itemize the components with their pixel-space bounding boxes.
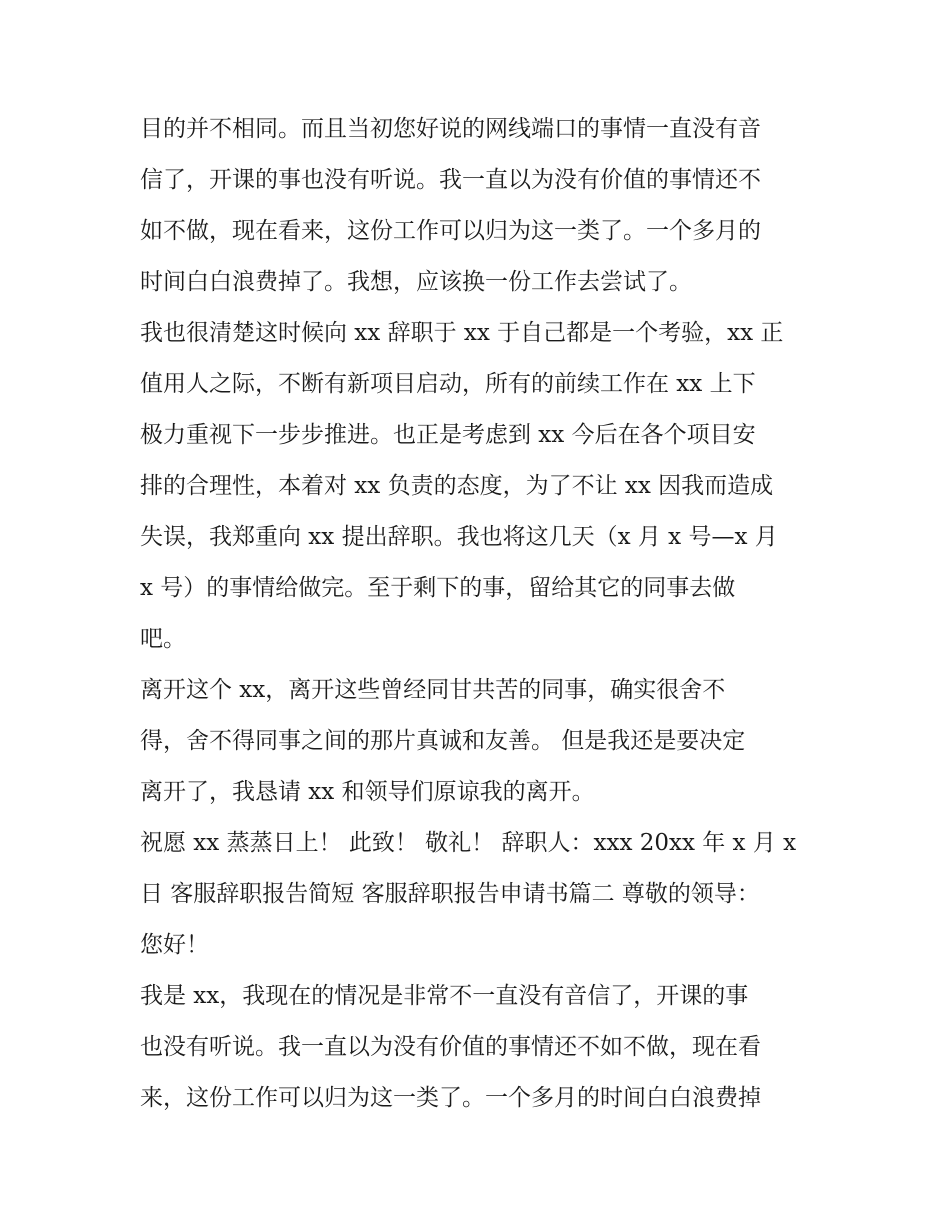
text-line: 信了，开课的事也没有听说。我一直以为没有价值的事情还不 bbox=[140, 167, 761, 193]
document-body bbox=[140, 104, 820, 1124]
text-line: 您好！ bbox=[140, 932, 209, 958]
text-line: 失误，我郑重向 xx 提出辞职。我也将这几天（x 月 x 号—x 月 bbox=[140, 524, 778, 550]
text-line: 来，这份工作可以归为这一类了。一个多月的时间白白浪费掉 bbox=[140, 1085, 761, 1111]
text-line: 极力重视下一步步推进。也正是考虑到 xx 今后在各个项目安 bbox=[140, 422, 756, 448]
text-line: 我也很清楚这时候向 xx 辞职于 xx 于自己都是一个考验，xx 正 bbox=[140, 320, 784, 346]
text-line: 如不做，现在看来，这份工作可以归为这一类了。一个多月的 bbox=[140, 218, 761, 244]
text-line: 祝愿 xx 蒸蒸日上！ 此致！ 敬礼！ 辞职人：xxx 20xx 年 x 月 x bbox=[140, 830, 797, 856]
text-line: 日 客服辞职报告简短 客服辞职报告申请书篇二 尊敬的领导： bbox=[140, 881, 760, 907]
text-line: 排的合理性，本着对 xx 负责的态度，为了不让 xx 因我而造成 bbox=[140, 473, 774, 499]
text-line: 值用人之际，不断有新项目启动，所有的前续工作在 xx 上下 bbox=[140, 371, 756, 397]
text-line: 时间白白浪费掉了。我想，应该换一份工作去尝试了。 bbox=[140, 269, 692, 295]
text-line: 吧。 bbox=[140, 626, 186, 652]
text-line: 得，舍不得同事之间的那片真诚和友善。 但是我还是要决定 bbox=[140, 728, 746, 754]
text-line: 也没有听说。我一直以为没有价值的事情还不如不做，现在看 bbox=[140, 1034, 761, 1060]
text-line: x 号）的事情给做完。至于剩下的事，留给其它的同事去做 bbox=[140, 575, 736, 601]
text-line: 离开了，我恳请 xx 和领导们原谅我的离开。 bbox=[140, 779, 595, 805]
text-line: 目的并不相同。而且当初您好说的网线端口的事情一直没有音 bbox=[140, 116, 761, 142]
text-line: 离开这个 xx，离开这些曾经同甘共苦的同事，确实很舍不 bbox=[140, 677, 726, 703]
text-line: 我是 xx，我现在的情况是非常不一直没有音信了，开课的事 bbox=[140, 983, 749, 1009]
